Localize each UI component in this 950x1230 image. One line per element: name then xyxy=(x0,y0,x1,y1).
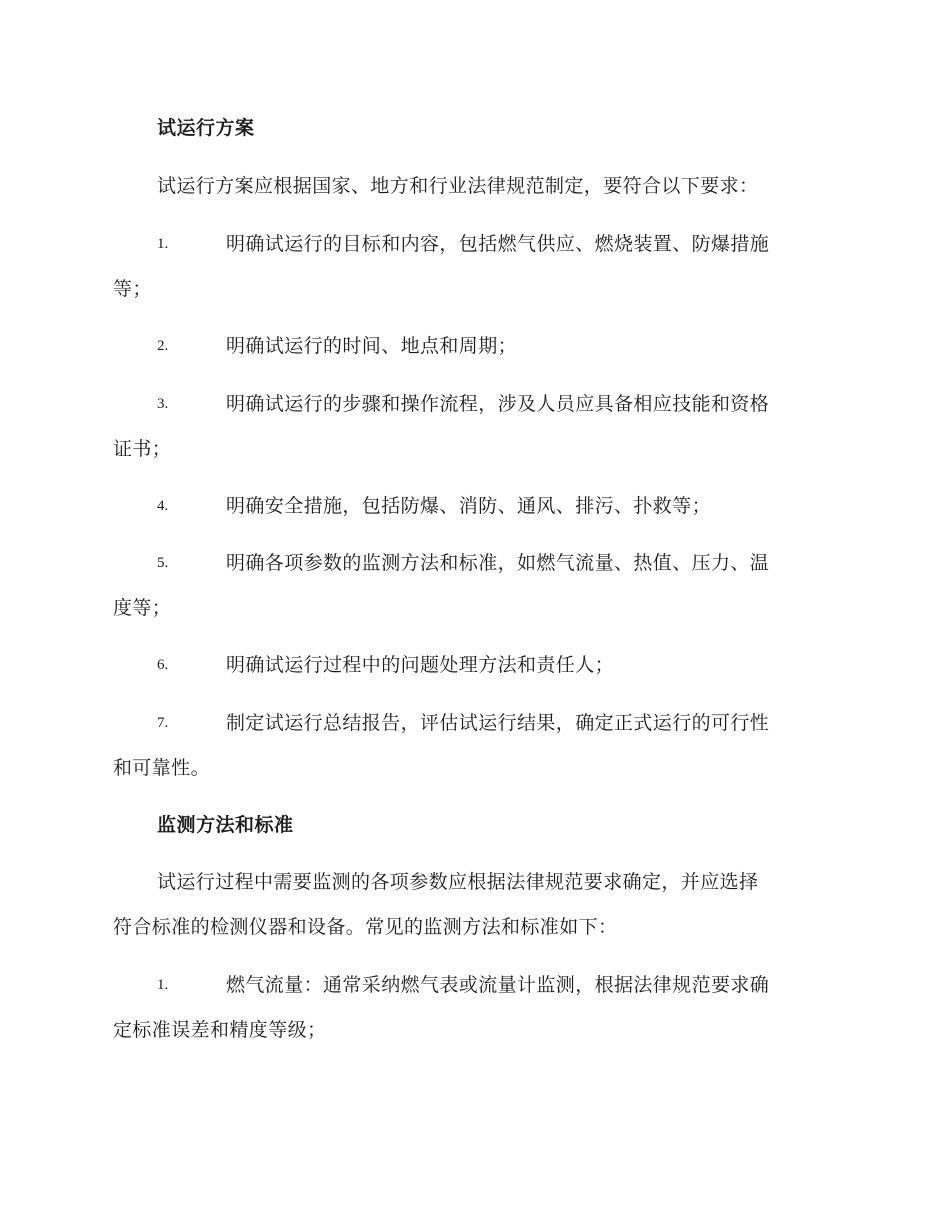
list-item-number: 4. xyxy=(157,498,169,514)
list-item-number: 2. xyxy=(157,338,169,354)
section2-intro-line2: 符合标准的检测仪器和设备。常见的监测方法和标准如下： xyxy=(113,916,618,938)
list-item-number: 5. xyxy=(157,555,169,571)
list-item-text: 明确各项参数的监测方法和标准，如燃气流量、热值、压力、温 xyxy=(226,552,770,574)
list-item-text: 明确试运行的时间、地点和周期； xyxy=(226,335,518,357)
section1-intro: 试运行方案应根据国家、地方和行业法律规范制定，要符合以下要求： xyxy=(157,175,759,197)
list-item-text-continuation: 等； xyxy=(113,278,152,300)
list-item-text: 明确安全措施，包括防爆、消防、通风、排污、扑救等； xyxy=(226,495,712,517)
list-item-text: 明确试运行过程中的问题处理方法和责任人； xyxy=(226,654,615,676)
list-item-number: 1. xyxy=(157,977,169,993)
list-item-text-continuation: 和可靠性。 xyxy=(113,757,211,779)
list-item-text-continuation: 度等； xyxy=(113,597,172,619)
list-item-number: 6. xyxy=(157,657,169,673)
list-item-text: 燃气流量：通常采纳燃气表或流量计监测，根据法律规范要求确 xyxy=(226,974,770,996)
list-item-text: 明确试运行的目标和内容，包括燃气供应、燃烧装置、防爆措施 xyxy=(226,233,770,255)
section-heading-trial-run-plan: 试运行方案 xyxy=(157,117,255,139)
list-item-text: 制定试运行总结报告，评估试运行结果，确定正式运行的可行性 xyxy=(226,712,770,734)
list-item-number: 1. xyxy=(157,236,169,252)
list-item-number: 3. xyxy=(157,396,169,412)
section2-intro-line1: 试运行过程中需要监测的各项参数应根据法律规范要求确定，并应选择 xyxy=(157,871,759,893)
section-heading-monitoring-methods: 监测方法和标准 xyxy=(157,814,294,836)
list-item-text-continuation: 证书； xyxy=(113,438,172,460)
list-item-number: 7. xyxy=(157,715,169,731)
list-item-text: 明确试运行的步骤和操作流程，涉及人员应具备相应技能和资格 xyxy=(226,393,770,415)
list-item-text-continuation: 定标准误差和精度等级； xyxy=(113,1019,327,1041)
